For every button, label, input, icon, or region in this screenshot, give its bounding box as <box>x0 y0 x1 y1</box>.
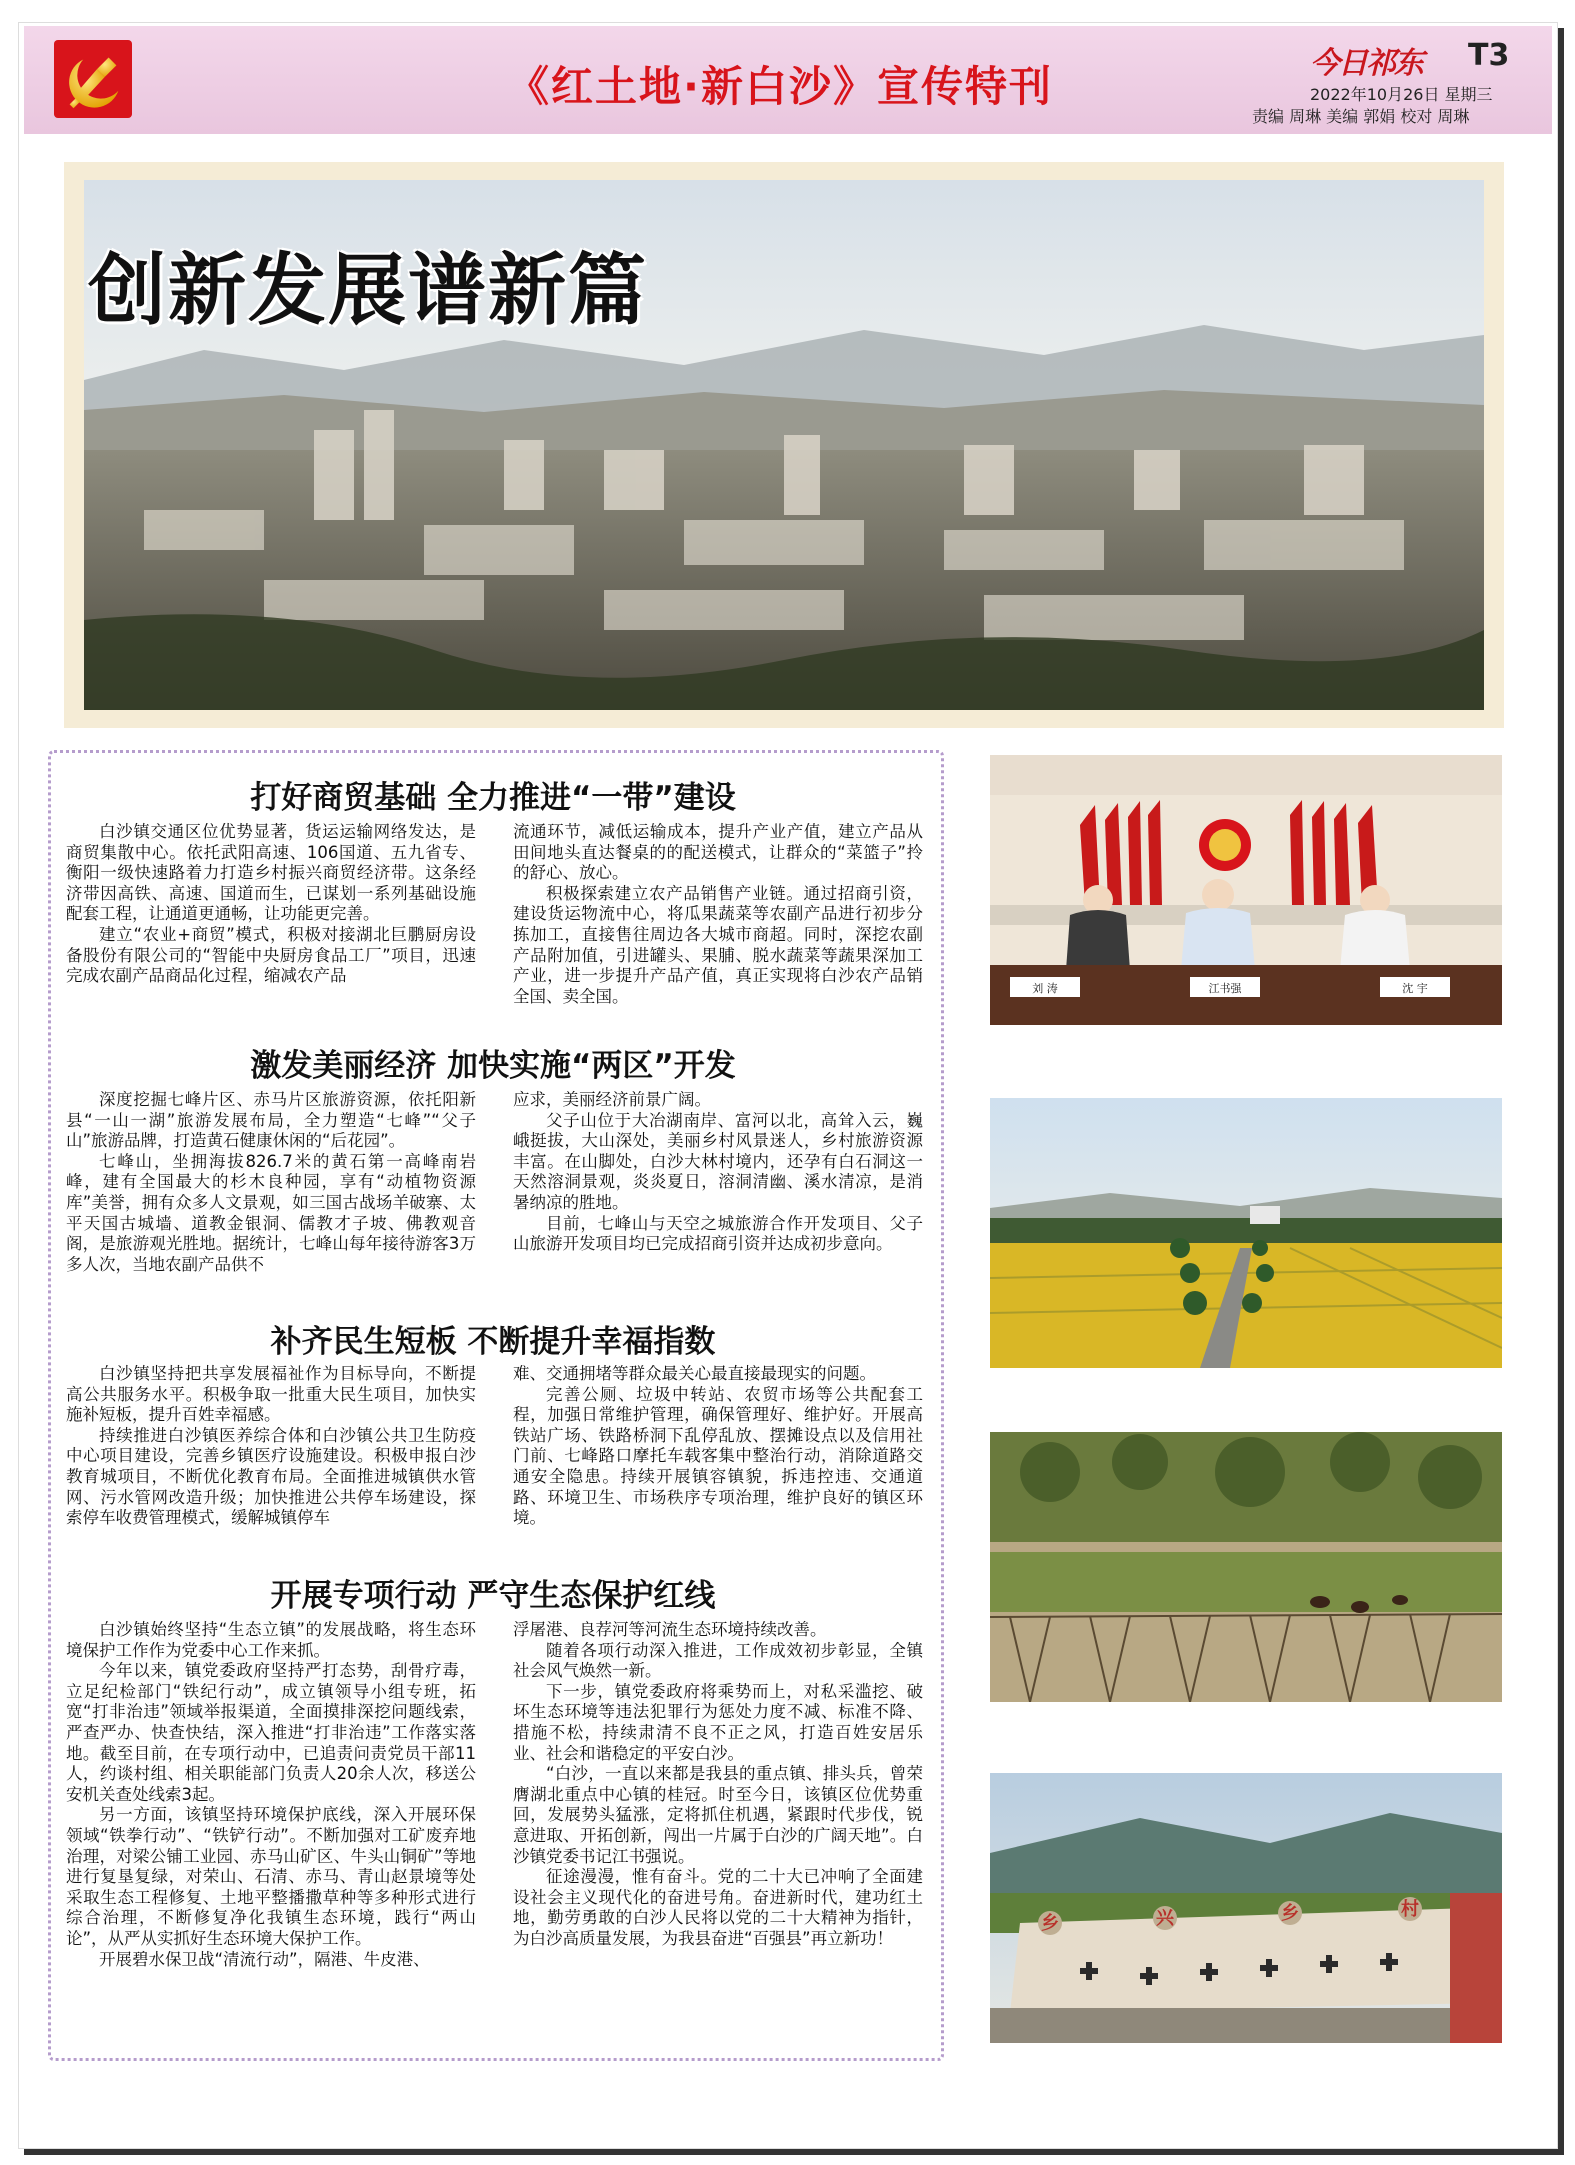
paragraph: 完善公厕、垃圾中转站、农贸市场等公共配套工程，加强日常维护管理，确保管理好、维护好。开展高铁站广场、铁路桥洞下乱停乱放、摆摊设点以及信用社门前、七峰路口摩托车载客集中整治行动，消除道路交通安全隐患。持续开展镇容镇貌，拆违控违、交通道路、环境卫生、市场秩序专项治理，维护良好的镇区环境。 <box>513 1384 923 1528</box>
nameplate-2: 江书强 <box>1208 982 1242 995</box>
nameplate-3: 沈 宇 <box>1402 982 1428 995</box>
masthead-logo: 今日祁东 <box>1310 46 1422 81</box>
paragraph: 浮屠港、良荐河等河流生态环境持续改善。 <box>513 1620 827 1639</box>
paragraph: 征途漫漫，惟有奋斗。党的二十大已冲响了全面建设社会主义现代化的奋进号角。奋进新时代，建功红土地，勤劳勇敢的白沙人民将以党的二十大精神为指针，为白沙高质量发展，为我县奋进“百强县”再立新功！ <box>513 1867 923 1948</box>
paragraph: 应求，美丽经济前景广阔。 <box>513 1090 711 1109</box>
section-3-title: 补齐民生短板 不断提升幸福指数 <box>270 1324 716 1360</box>
paragraph: 建立“农业+商贸”模式，积极对接湖北巨鹏厨房设备股份有限公司的“智能中央厨房食品工厂”项目，迅速完成农副产品商品化过程，缩减农产品 <box>66 924 476 986</box>
section-3-left-col <box>66 1364 476 1529</box>
paragraph: 深度挖掘七峰片区、赤马片区旅游资源，依托阳新县“一山一湖”旅游发展布局，全力塑造“七峰”“父子山”旅游品牌，打造黄石健康休闲的“后花园”。 <box>66 1090 476 1151</box>
sign-char-1: 乡 <box>1041 1913 1059 1934</box>
rice-field-photo <box>990 1098 1502 1368</box>
paragraph: 白沙镇交通区位优势显著，货运运输网络发达，是商贸集散中心。依托武阳高速、106国道、五九省专、衡阳一级快速路着力打造乡村振兴商贸经济带。这条经济带因高铁、高速、国道而生，已谋划一系列基础设施配套工程，让通道更通畅，让功能更完善。 <box>66 822 476 924</box>
section-2-right-col <box>513 1090 923 1255</box>
issue-date: 2022年10月26日 星期三 <box>1310 85 1493 104</box>
ecology-restoration-photo <box>990 1432 1502 1702</box>
paragraph: 目前，七峰山与天空之城旅游合作开发项目、父子山旅游开发项目均已完成招商引资并达成初步意向。 <box>513 1213 923 1254</box>
section-4-left-col <box>66 1620 476 1970</box>
paragraph: 白沙镇始终坚持“生态立镇”的发展战略，将生态环境保护工作作为党委中心工作来抓。 <box>66 1620 476 1660</box>
sign-char-4: 村 <box>1401 1899 1419 1920</box>
paragraph: “白沙，一直以来都是我县的重点镇、排头兵，曾荣膺湖北重点中心镇的桂冠。时至今日，该镇区位优势重回，发展势头猛涨，定将抓住机遇，紧跟时代步伐，锐意进取、开拓创新，闯出一片属于白沙的广阔天地”。白沙镇党委书记江书强说。 <box>513 1764 923 1866</box>
nameplate-1: 刘 涛 <box>1032 982 1058 995</box>
paragraph: 白沙镇坚持把共享发展福祉作为目标导向，不断提高公共服务水平。积极争取一批重大民生项目，加快实施补短板，提升百姓幸福感。 <box>66 1364 476 1425</box>
sign-char-3: 乡 <box>1281 1903 1299 1924</box>
paragraph: 今年以来，镇党委政府坚持严打态势，刮骨疗毒，立足纪检部门“铁纪行动”，成立镇领导小组专班，拓宽“打非治违”领域举报渠道，全面摸排深挖问题线索，严查严办、快查快结，深入推进“打非治违”工作落实落地。截至目前，在专项行动中，已追责问责党员干部11人，约谈村组、相关职能部门负责人20余人次，移送公安机关查处线索3起。 <box>66 1661 476 1804</box>
paragraph: 难、交通拥堵等群众最关心最直接最现实的问题。 <box>513 1364 876 1383</box>
section-4-title: 开展专项行动 严守生态保护红线 <box>270 1578 716 1614</box>
section-4-right-col <box>513 1620 923 1950</box>
paragraph: 开展碧水保卫战“清流行动”，隔港、牛皮港、 <box>99 1949 430 1969</box>
paragraph: 七峰山，坐拥海拔826.7米的黄石第一高峰南岩峰，建有全国最大的杉木良种园，享有“动植物资源库”美誉，拥有众多人文景观，如三国古战场羊破寨、太平天国古城墙、道教金银洞、儒教才子坡、佛教观音阁，是旅游观光胜地。据统计，七峰山每年接待游客3万多人次，当地农副产品供不 <box>66 1151 476 1274</box>
section-1-left-col <box>66 822 476 987</box>
meeting-photo <box>990 755 1502 1025</box>
paragraph: 随着各项行动深入推进，工作成效初步彰显，全镇社会风气焕然一新。 <box>513 1640 923 1681</box>
sign-char-2: 兴 <box>1156 1908 1174 1929</box>
page-number: T3 <box>1468 38 1510 73</box>
paragraph: 持续推进白沙镇医养综合体和白沙镇公共卫生防疫中心项目建设，完善乡镇医疗设施建设。积极申报白沙教育城项目，不断优化教育布局。全面推进城镇供水管网、污水管网改造升级；加快推进公共停车场建设，探索停车收费管理模式，缓解城镇停车 <box>66 1425 476 1528</box>
paragraph: 父子山位于大冶湖南岸、富河以北，高耸入云，巍峨挺拔，大山深处，美丽乡村风景迷人，乡村旅游资源丰富。在山脚处，白沙大林村境内，还孕有白石洞这一天然溶洞景观，炎炎夏日，溶洞清幽、溪水清凉，是消暑纳凉的胜地。 <box>513 1110 923 1212</box>
editor-credits: 责编 周琳 美编 郭娟 校对 周琳 <box>1252 107 1470 126</box>
section-2-title: 激发美丽经济 加快实施“两区”开发 <box>250 1048 736 1084</box>
village-sign-photo <box>990 1773 1502 2043</box>
section-1-title: 打好商贸基础 全力推进“一带”建设 <box>250 780 736 816</box>
party-emblem-icon <box>54 40 132 118</box>
section-1-right-col <box>513 822 923 1007</box>
paragraph: 流通环节，减低运输成本，提升产业产值，建立产品从田间地头直达餐桌的的配送模式，让群众的“菜篮子”拎的舒心、放心。 <box>513 822 923 883</box>
section-2-left-col <box>66 1090 476 1275</box>
paragraph: 另一方面，该镇坚持环境保护底线，深入开展环保领域“铁拳行动”、“铁铲行动”。不断加强对工矿废弃地治理，对梁公铺工业园、赤马山矿区、牛头山铜矿”等地进行复垦复绿，对荣山、石清、赤马、青山赵景境等处采取生态工程修复、土地平整播撒草种等多种形式进行综合治理，不断修复净化我镇生态环境，践行“两山论”，从严从实抓好生态环境大保护工作。 <box>66 1805 476 1948</box>
special-issue-title: 《红土地·新白沙》宣传特刊 <box>507 62 1053 111</box>
hero-title: 创新发展谱新篇 <box>88 246 649 336</box>
paragraph: 积极探索建立农产品销售产业链。通过招商引资，建设货运物流中心，将瓜果蔬菜等农副产品进行初步分拣加工，直接售往周边各大城市商超。同时，深挖农副产品附加值，引进罐头、果脯、脱水蔬菜等蔬果深加工产业，进一步提升产品产值，真正实现将白沙农产品销全国、卖全国。 <box>513 883 923 1006</box>
section-3-right-col <box>513 1364 923 1529</box>
paragraph: 下一步，镇党委政府将乘势而上，对私采滥挖、破坏生态环境等违法犯罪行为惩处力度不减、标准不降、措施不松，持续肃清不良不正之风，打造百姓安居乐业、社会和谐稳定的平安白沙。 <box>513 1681 923 1763</box>
